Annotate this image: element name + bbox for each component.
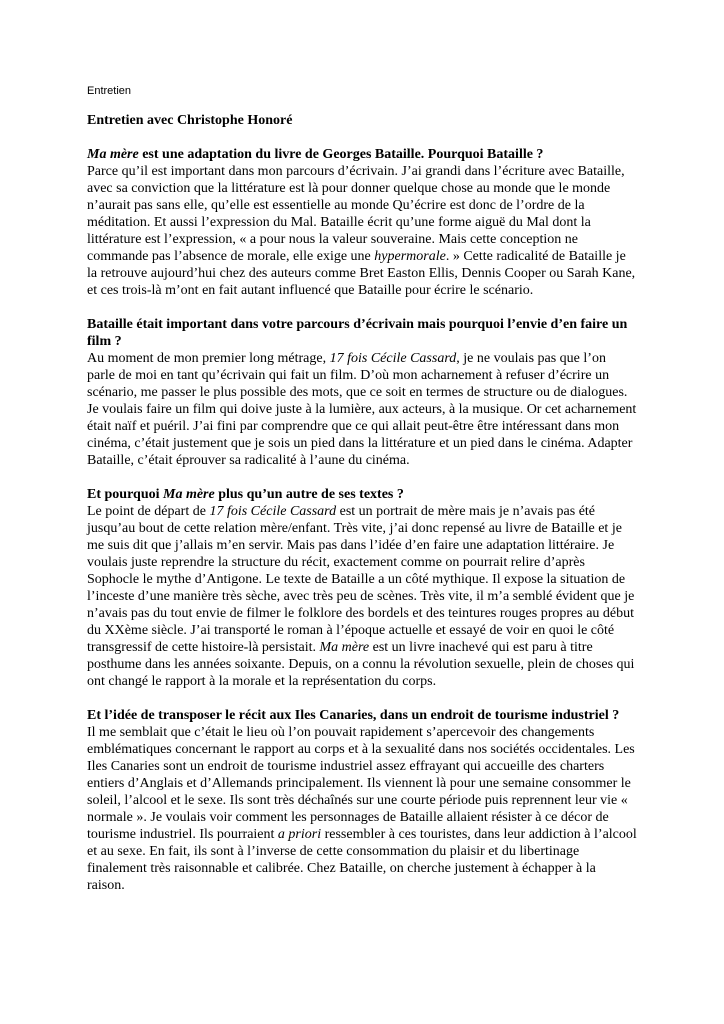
answer-1-part-2: . » Cette radicalité de Bataille je la retrouve aujourd’hui chez des auteurs comme Bret Easton Ellis, Dennis Cooper ou Sarah Kane, et ces trois-là m’ont en fait autant influencé que Bataille pour écrire le scénario. — [87, 249, 636, 298]
question-3 — [87, 486, 637, 503]
answer-4-part-2: ressembler à ces touristes, dans leur addiction à l’alcool et au sexe. En fait, ils sont à l’inverse de cette consommation du plaisir et du libertinage finalement très raisonnable et calibrée. Chez Bataille, on cherche justement à échapper à la raison. — [87, 827, 637, 893]
answer-4 — [87, 724, 637, 894]
question-4: Et l’idée de transposer le récit aux Iles Canaries, dans un endroit de tourisme industriel ? — [87, 708, 620, 723]
question-2: Bataille était important dans votre parcours d’écrivain mais pourquoi l’envie d’en faire un film ? — [87, 317, 628, 349]
answer-3 — [87, 503, 637, 690]
qa-block-4 — [87, 707, 637, 894]
answer-2 — [87, 350, 637, 469]
answer-4-italic: a priori — [277, 827, 322, 842]
answer-3-part-3: est un livre inachevé qui est paru à titre posthume dans les années soixante. Depuis, on a connu la révolution sexuelle, plein de choses qui ont changé le rapport à la morale et la représentation du corps. — [87, 640, 635, 689]
qa-block-3 — [87, 486, 637, 690]
answer-4-part-1: Il me semblait que c’était le lieu où l’on pouvait rapidement s’apercevoir des changements emblématiques concernant le rapport au corps et à la sexualité dans nos sociétés occidentales. Les Iles Canaries sont un endroit de tourisme industriel assez effrayant qui accueille des charters entiers d’Anglais et d’Allemands principalement. Ils viennent là pour une semaine consommer le soleil, l’alcool et le sexe. Ils sont très déchaînés sur une courte période puis reprennent leur vie « normale ». Je voulais voir comment les personnages de Bataille allaient résister à ce décor de tourisme industriel. Ils pourraient — [87, 725, 635, 842]
answer-3-part-2: est un portrait de mère mais je n’avais pas été jusqu’au bout de cette relation mère/enfant. Très vite, j’ai donc repensé au livre de Bataille et je me suis dit que j’allais m’en servir. Mais pas dans l’idée d’en faire une adaptation littéraire. Je voulais juste reprendre la structure du récit, exactement comme on pourrait relire d’après Sophocle le mythe d’Antigone. Le texte de Bataille a un côté mythique. Il expose la situation de l’inceste d’une manière très sèche, avec très peu de scènes. Très vite, il m’a semblé évident que je n’avais pas du tout envie de filmer le folklore des bordels et des teintures rouges propres au début du XXème siècle. J’ai transporté le roman à l’époque actuelle et essayé de voir en quoi le côté transgressif de cette histoire-là persistait. — [87, 504, 635, 655]
question-3-part-1: Et pourquoi — [87, 487, 163, 502]
question-1-text: est une adaptation du livre de Georges Bataille. Pourquoi Bataille ? — [138, 147, 544, 162]
answer-1 — [87, 163, 637, 299]
question-1 — [87, 146, 637, 163]
answer-1-part-1: Parce qu’il est important dans mon parcours d’écrivain. J’ai grandi dans l’écriture avec Bataille, avec sa conviction que la littérature est là pour donner quelque chose au monde que le monde n’aurait pas sans elle, qu’elle est essentielle au monde Qu’écrire est donc de l’ordre de la méditation. Et aussi l’expression du Mal. Bataille écrit qu’une forme aiguë du Mal dont la littérature est l’expression, « a pour nous la valeur souveraine. Mais cette conception ne commande pas l’absence de morale, elle exige une — [87, 164, 625, 264]
answer-3-italic-2: Ma mère — [319, 640, 370, 655]
document-page — [87, 84, 637, 911]
answer-3-italic-1: 17 fois Cécile Cassard — [209, 504, 337, 519]
answer-2-part-2: , je ne voulais pas que l’on parle de moi en tant qu’écrivain qui fait un film. D’où mon acharnement à refuser d’écrire un scénario, me passer le plus possible des mots, que ce soit en termes de structure ou de dialogues. Je voulais faire un film qui doive juste à la lumière, aux acteurs, à la musique. Or cet acharnement était naïf et puéril. J’ai fini par comprendre que ce qui allait peut-être être intéressant dans mon cinéma, c’était justement que je sois un pied dans la littérature et un pied dans le cinéma. Adapter Bataille, c’était éprouver sa radicalité à l’aune du cinéma. — [87, 351, 637, 468]
question-1-italic: Ma mère — [87, 147, 139, 162]
answer-3-part-1: Le point de départ de — [87, 504, 210, 519]
answer-1-italic: hypermorale — [374, 249, 446, 264]
question-3-italic: Ma mère — [163, 487, 215, 502]
document-title: Entretien avec Christophe Honoré — [87, 113, 293, 128]
answer-2-italic: 17 fois Cécile Cassard — [329, 351, 457, 366]
answer-2-part-1: Au moment de mon premier long métrage, — [87, 351, 330, 366]
document-category: Entretien — [87, 85, 132, 97]
question-3-part-2: plus qu’un autre de ses textes ? — [214, 487, 404, 502]
qa-block-1 — [87, 146, 637, 299]
qa-block-2 — [87, 316, 637, 469]
